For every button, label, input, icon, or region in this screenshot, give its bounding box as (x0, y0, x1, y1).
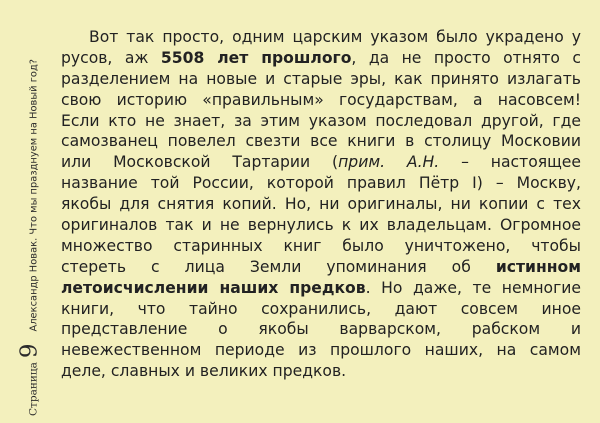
running-title: Александр Новак. Что мы празднуем на Новый год? (28, 58, 40, 332)
text-line (61, 278, 581, 299)
text-run: книги, что тайно сохранились, дают совсем иное (61, 299, 581, 318)
text-line (61, 69, 581, 90)
text-line (61, 215, 581, 236)
text-run: самозванец повелел свезти все книги в столицу Московии (61, 132, 581, 151)
text-run: свою историю «правильным» государствам, а насовсем! (61, 90, 581, 109)
text-line (61, 236, 581, 257)
text-run: представление о якобы варварском, рабском и (61, 320, 581, 339)
text-run: название той России, которой правил Пётр I) – Москву, (61, 174, 581, 193)
page-label: Страница (27, 362, 40, 416)
body-paragraph (61, 27, 581, 382)
text-run: оригиналов так и не вернулись к их владельцам. Огромное (61, 216, 581, 235)
text-run: разделением на новые и старые эры, как принято излагать (61, 69, 581, 88)
text-run: , да не просто отнято с (351, 48, 581, 67)
text-run: множество старинных книг было уничтожено, чтобы (61, 236, 581, 255)
sidebar-rotated-header (16, 6, 43, 416)
page-sidebar (0, 0, 60, 423)
text-line (61, 173, 581, 194)
text-line (61, 27, 581, 48)
text-line (61, 361, 581, 382)
text-run: русов, аж (61, 48, 161, 67)
text-line (61, 48, 581, 69)
text-line (61, 299, 581, 320)
text-run: стереть с лица Земли упоминания об (61, 257, 496, 276)
text-line (61, 131, 581, 152)
text-run: Вот так просто, одним царским указом было украдено у (89, 28, 581, 46)
text-run: невежественном периоде из прошлого наших, на самом (61, 341, 581, 360)
text-line (61, 319, 581, 340)
text-run: Если кто не знает, за этим указом последовал другой, где (61, 111, 581, 130)
bold-emphasis: 5508 лет прошлого (160, 48, 352, 67)
text-line (61, 111, 581, 132)
text-line (61, 194, 581, 215)
text-line (61, 90, 581, 111)
page-number: 9 (16, 343, 43, 359)
text-run: . Но даже, те немногие (365, 278, 582, 297)
text-line (61, 152, 581, 173)
text-run: якобы для снятия копий. Но, ни оригиналы, ни копии с тех (61, 195, 581, 214)
text-run: или Московской Тартарии ( (61, 153, 339, 172)
bold-emphasis: истинном (495, 257, 581, 276)
text-line (61, 257, 581, 278)
text-run: деле, славных и великих предков. (61, 362, 347, 381)
text-line (61, 340, 581, 361)
text-run: – настоящее (439, 153, 581, 172)
italic-note: прим. А.Н. (338, 153, 440, 172)
bold-emphasis: летоисчислении наших предков (61, 278, 366, 297)
